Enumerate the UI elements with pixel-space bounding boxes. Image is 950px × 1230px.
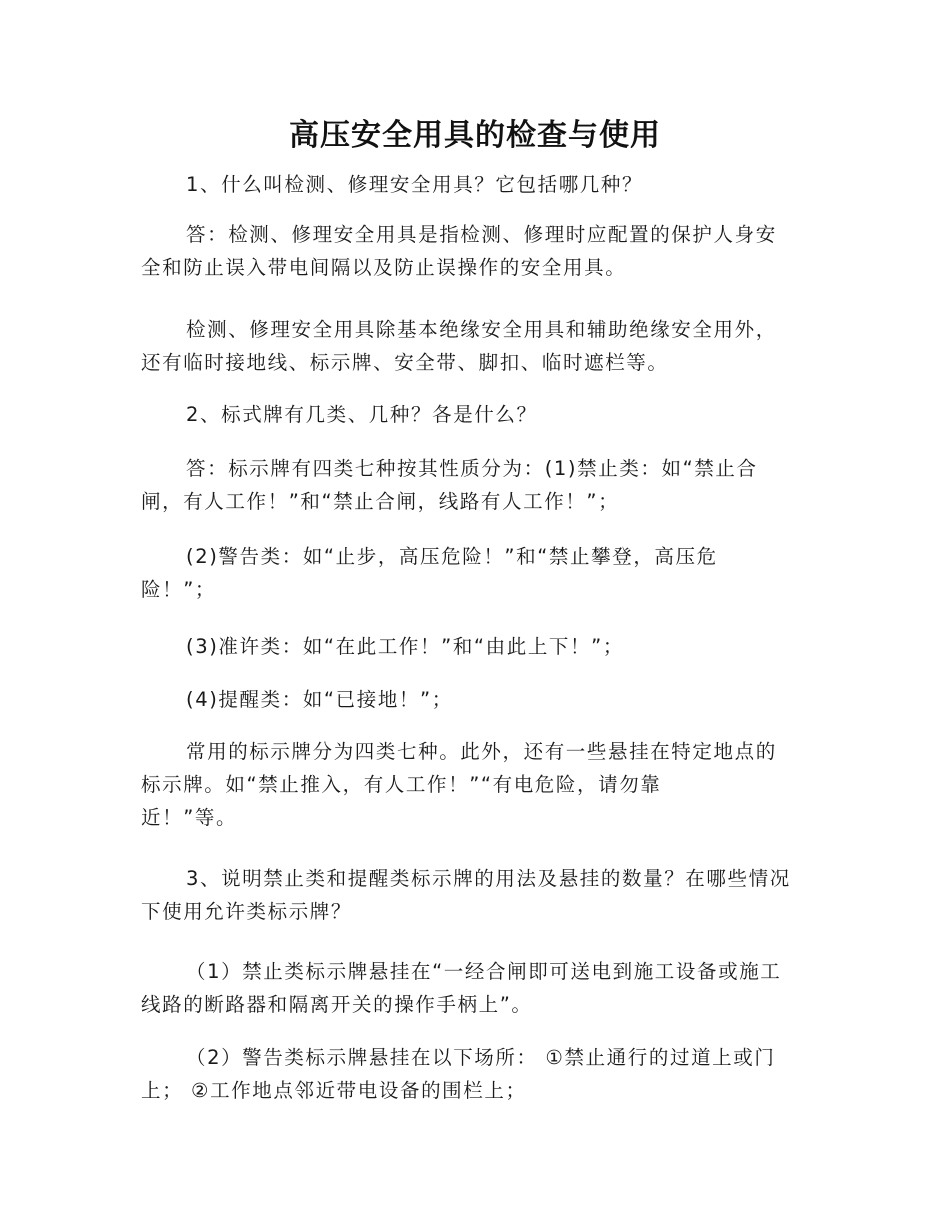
text-line: 3、说明禁止类和提醒类标示牌的用法及悬挂的数量？在哪些情况 [186,867,791,890]
text-line: 标示牌。如“禁止推入，有人工作！”“有电危险，请勿靠 [141,773,662,796]
text-line: 险！”； [141,578,217,601]
text-line: (4)提醒类：如“已接地！”； [186,688,453,711]
text-line: 下使用允许类标示牌？ [141,900,353,923]
text-line: 1、什么叫检测、修理安全用具？它包括哪几种？ [186,173,644,196]
text-line: 还有临时接地线、标示牌、安全带、脚扣、临时遮栏等。 [141,351,669,374]
paragraph-warning-usage [141,1041,809,1107]
text-line: 答：标示牌有四类七种按其性质分为：(1)禁止类：如“禁止合 [186,457,758,480]
text-line: 闸，有人工作！”和“禁止合闸，线路有人工作！”； [141,490,620,513]
paragraph-reminder-class [141,683,809,716]
paragraph-answer-1b [141,313,809,379]
text-line: (3)准许类：如“在此工作！”和“由此上下！”； [186,635,624,658]
text-line: 常用的标示牌分为四类七种。此外，还有一些悬挂在特定地点的 [186,740,777,763]
paragraph-common-signs [141,735,809,834]
text-line: 全和防止误入带电间隔以及防止误操作的安全用具。 [141,256,627,279]
paragraph-warning-class [141,540,809,606]
paragraph-prohibition-usage [141,955,809,1021]
paragraph-question-2 [141,398,809,431]
paragraph-question-1 [141,168,809,201]
text-line: （2）警告类标示牌悬挂在以下场所： ①禁止通行的过道上或门 [186,1046,776,1069]
text-line: 答：检测、修理安全用具是指检测、修理时应配置的保护人身安 [186,223,777,246]
text-line: （1）禁止类标示牌悬挂在“一经合闸即可送电到施工设备或施工 [186,960,782,983]
text-line: 2、标式牌有几类、几种？各是什么？ [186,403,538,426]
document-title: 高压安全用具的检查与使用 [289,118,661,153]
paragraph-answer-2 [141,452,809,518]
text-line: 检测、修理安全用具除基本绝缘安全用具和辅助绝缘安全用外， [186,318,777,341]
text-line: 近！”等。 [141,806,238,829]
text-line: (2)警告类：如“止步，高压危险！”和“禁止攀登，高压危 [186,545,718,568]
paragraph-question-3 [141,862,809,928]
paragraph-permit-class [141,630,809,663]
paragraph-answer-1 [141,218,809,284]
text-line: 上； ②工作地点邻近带电设备的围栏上； [141,1079,527,1102]
text-line: 线路的断路器和隔离开关的操作手柄上”。 [141,993,533,1016]
